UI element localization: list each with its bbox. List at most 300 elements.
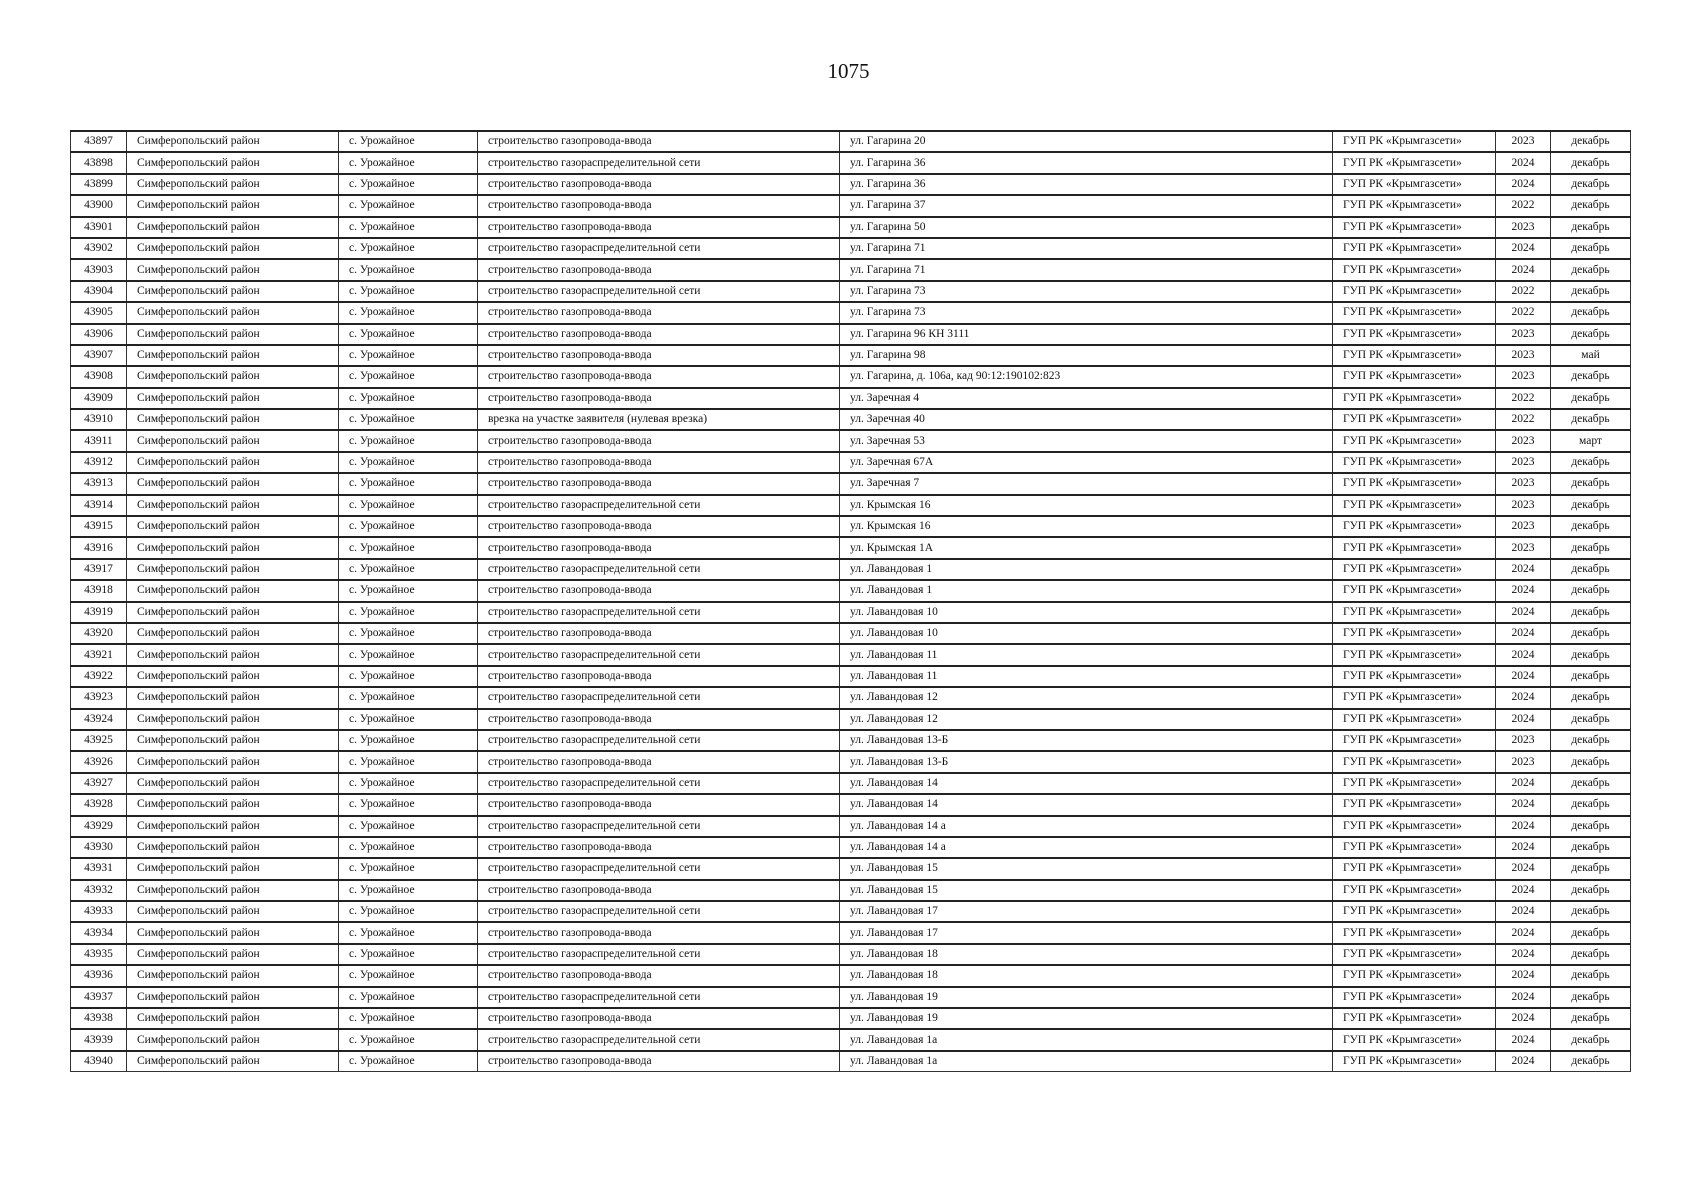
year-cell: 2023 (1496, 345, 1551, 366)
month-cell: декабрь (1551, 473, 1631, 494)
year-cell: 2024 (1496, 965, 1551, 986)
district-cell: Симферопольский район (127, 944, 339, 965)
settlement-cell: с. Урожайное (339, 366, 478, 387)
row-number: 43904 (71, 281, 127, 302)
address-cell: ул. Лавандовая 14 а (840, 837, 1333, 858)
year-cell: 2023 (1496, 324, 1551, 345)
year-cell: 2024 (1496, 709, 1551, 730)
row-number: 43906 (71, 324, 127, 345)
district-cell: Симферопольский район (127, 131, 339, 152)
table-row (71, 238, 1631, 259)
table-row (71, 773, 1631, 794)
year-cell: 2024 (1496, 773, 1551, 794)
row-number: 43928 (71, 794, 127, 815)
district-cell: Симферопольский район (127, 473, 339, 494)
district-cell: Симферопольский район (127, 302, 339, 323)
year-cell: 2023 (1496, 495, 1551, 516)
settlement-cell: с. Урожайное (339, 409, 478, 430)
district-cell: Симферопольский район (127, 1008, 339, 1029)
row-number: 43924 (71, 709, 127, 730)
address-cell: ул. Заречная 53 (840, 430, 1333, 451)
organization-cell: ГУП РК «Крымгазсети» (1333, 901, 1496, 922)
work-type-cell: строительство газораспределительной сети (478, 495, 840, 516)
address-cell: ул. Крымская 1А (840, 537, 1333, 558)
organization-cell: ГУП РК «Крымгазсети» (1333, 195, 1496, 216)
organization-cell: ГУП РК «Крымгазсети» (1333, 430, 1496, 451)
table-row (71, 302, 1631, 323)
district-cell: Симферопольский район (127, 259, 339, 280)
address-cell: ул. Крымская 16 (840, 495, 1333, 516)
address-cell: ул. Гагарина 98 (840, 345, 1333, 366)
work-type-cell: строительство газораспределительной сети (478, 687, 840, 708)
organization-cell: ГУП РК «Крымгазсети» (1333, 773, 1496, 794)
year-cell: 2024 (1496, 816, 1551, 837)
month-cell: декабрь (1551, 837, 1631, 858)
gasification-registry-table (70, 130, 1631, 1072)
row-number: 43897 (71, 131, 127, 152)
address-cell: ул. Гагарина 71 (840, 238, 1333, 259)
settlement-cell: с. Урожайное (339, 751, 478, 772)
row-number: 43933 (71, 901, 127, 922)
month-cell: декабрь (1551, 537, 1631, 558)
organization-cell: ГУП РК «Крымгазсети» (1333, 751, 1496, 772)
table-row (71, 666, 1631, 687)
month-cell: декабрь (1551, 987, 1631, 1008)
work-type-cell: строительство газопровода-ввода (478, 473, 840, 494)
settlement-cell: с. Урожайное (339, 602, 478, 623)
table-row (71, 816, 1631, 837)
address-cell: ул. Лавандовая 13-Б (840, 730, 1333, 751)
year-cell: 2024 (1496, 794, 1551, 815)
table-row (71, 965, 1631, 986)
row-number: 43898 (71, 152, 127, 173)
organization-cell: ГУП РК «Крымгазсети» (1333, 858, 1496, 879)
month-cell: декабрь (1551, 131, 1631, 152)
table-row (71, 195, 1631, 216)
year-cell: 2024 (1496, 174, 1551, 195)
organization-cell: ГУП РК «Крымгазсети» (1333, 1051, 1496, 1072)
month-cell: декабрь (1551, 965, 1631, 986)
row-number: 43932 (71, 880, 127, 901)
table-row (71, 709, 1631, 730)
work-type-cell: строительство газораспределительной сети (478, 644, 840, 665)
organization-cell: ГУП РК «Крымгазсети» (1333, 965, 1496, 986)
month-cell: декабрь (1551, 302, 1631, 323)
table-row (71, 623, 1631, 644)
month-cell: декабрь (1551, 238, 1631, 259)
work-type-cell: строительство газопровода-ввода (478, 880, 840, 901)
row-number: 43908 (71, 366, 127, 387)
table-row (71, 1051, 1631, 1072)
address-cell: ул. Гагарина, д. 106а, кад 90:12:190102:823 (840, 366, 1333, 387)
table-row (71, 452, 1631, 473)
work-type-cell: строительство газопровода-ввода (478, 195, 840, 216)
work-type-cell: строительство газопровода-ввода (478, 516, 840, 537)
table-row (71, 217, 1631, 238)
address-cell: ул. Заречная 40 (840, 409, 1333, 430)
year-cell: 2023 (1496, 730, 1551, 751)
year-cell: 2024 (1496, 922, 1551, 943)
district-cell: Симферопольский район (127, 987, 339, 1008)
work-type-cell: строительство газопровода-ввода (478, 1008, 840, 1029)
work-type-cell: строительство газопровода-ввода (478, 388, 840, 409)
settlement-cell: с. Урожайное (339, 1029, 478, 1050)
page-number: 1075 (827, 59, 870, 83)
work-type-cell: строительство газопровода-ввода (478, 324, 840, 345)
district-cell: Симферопольский район (127, 837, 339, 858)
month-cell: декабрь (1551, 644, 1631, 665)
address-cell: ул. Крымская 16 (840, 516, 1333, 537)
organization-cell: ГУП РК «Крымгазсети» (1333, 1008, 1496, 1029)
address-cell: ул. Гагарина 73 (840, 302, 1333, 323)
month-cell: май (1551, 345, 1631, 366)
organization-cell: ГУП РК «Крымгазсети» (1333, 345, 1496, 366)
year-cell: 2024 (1496, 602, 1551, 623)
row-number: 43934 (71, 922, 127, 943)
organization-cell: ГУП РК «Крымгазсети» (1333, 944, 1496, 965)
settlement-cell: с. Урожайное (339, 516, 478, 537)
settlement-cell: с. Урожайное (339, 816, 478, 837)
month-cell: декабрь (1551, 152, 1631, 173)
year-cell: 2023 (1496, 430, 1551, 451)
year-cell: 2024 (1496, 944, 1551, 965)
work-type-cell: строительство газопровода-ввода (478, 345, 840, 366)
year-cell: 2022 (1496, 302, 1551, 323)
table-row (71, 644, 1631, 665)
row-number: 43923 (71, 687, 127, 708)
row-number: 43901 (71, 217, 127, 238)
address-cell: ул. Гагарина 73 (840, 281, 1333, 302)
month-cell: декабрь (1551, 730, 1631, 751)
work-type-cell: строительство газопровода-ввода (478, 452, 840, 473)
work-type-cell: строительство газораспределительной сети (478, 816, 840, 837)
district-cell: Симферопольский район (127, 495, 339, 516)
year-cell: 2024 (1496, 1029, 1551, 1050)
address-cell: ул. Лавандовая 19 (840, 1008, 1333, 1029)
organization-cell: ГУП РК «Крымгазсети» (1333, 259, 1496, 280)
address-cell: ул. Гагарина 96 КН 3111 (840, 324, 1333, 345)
year-cell: 2024 (1496, 623, 1551, 644)
settlement-cell: с. Урожайное (339, 495, 478, 516)
settlement-cell: с. Урожайное (339, 559, 478, 580)
organization-cell: ГУП РК «Крымгазсети» (1333, 666, 1496, 687)
row-number: 43915 (71, 516, 127, 537)
month-cell: декабрь (1551, 281, 1631, 302)
district-cell: Симферопольский район (127, 195, 339, 216)
year-cell: 2023 (1496, 131, 1551, 152)
organization-cell: ГУП РК «Крымгазсети» (1333, 922, 1496, 943)
table-row (71, 987, 1631, 1008)
settlement-cell: с. Урожайное (339, 473, 478, 494)
month-cell: декабрь (1551, 944, 1631, 965)
row-number: 43918 (71, 580, 127, 601)
settlement-cell: с. Урожайное (339, 324, 478, 345)
row-number: 43902 (71, 238, 127, 259)
settlement-cell: с. Урожайное (339, 794, 478, 815)
address-cell: ул. Гагарина 36 (840, 152, 1333, 173)
address-cell: ул. Лавандовая 1 (840, 559, 1333, 580)
month-cell: декабрь (1551, 366, 1631, 387)
year-cell: 2023 (1496, 537, 1551, 558)
table-row (71, 880, 1631, 901)
work-type-cell: строительство газораспределительной сети (478, 152, 840, 173)
year-cell: 2023 (1496, 516, 1551, 537)
address-cell: ул. Гагарина 37 (840, 195, 1333, 216)
year-cell: 2023 (1496, 366, 1551, 387)
table-row (71, 473, 1631, 494)
row-number: 43899 (71, 174, 127, 195)
month-cell: декабрь (1551, 773, 1631, 794)
row-number: 43900 (71, 195, 127, 216)
organization-cell: ГУП РК «Крымгазсети» (1333, 217, 1496, 238)
settlement-cell: с. Урожайное (339, 302, 478, 323)
address-cell: ул. Лавандовая 12 (840, 709, 1333, 730)
address-cell: ул. Лавандовая 1а (840, 1029, 1333, 1050)
district-cell: Симферопольский район (127, 452, 339, 473)
year-cell: 2024 (1496, 666, 1551, 687)
month-cell: март (1551, 430, 1631, 451)
work-type-cell: строительство газопровода-ввода (478, 430, 840, 451)
address-cell: ул. Лавандовая 1 (840, 580, 1333, 601)
table-row (71, 580, 1631, 601)
table-row (71, 901, 1631, 922)
year-cell: 2024 (1496, 880, 1551, 901)
row-number: 43937 (71, 987, 127, 1008)
year-cell: 2024 (1496, 152, 1551, 173)
organization-cell: ГУП РК «Крымгазсети» (1333, 709, 1496, 730)
table-row (71, 281, 1631, 302)
district-cell: Симферопольский район (127, 687, 339, 708)
table-row (71, 858, 1631, 879)
settlement-cell: с. Урожайное (339, 1051, 478, 1072)
row-number: 43931 (71, 858, 127, 879)
work-type-cell: строительство газораспределительной сети (478, 773, 840, 794)
row-number: 43930 (71, 837, 127, 858)
district-cell: Симферопольский район (127, 537, 339, 558)
settlement-cell: с. Урожайное (339, 730, 478, 751)
work-type-cell: строительство газопровода-ввода (478, 794, 840, 815)
district-cell: Симферопольский район (127, 644, 339, 665)
organization-cell: ГУП РК «Крымгазсети» (1333, 580, 1496, 601)
address-cell: ул. Лавандовая 10 (840, 602, 1333, 623)
year-cell: 2023 (1496, 217, 1551, 238)
work-type-cell: строительство газораспределительной сети (478, 944, 840, 965)
district-cell: Симферопольский район (127, 602, 339, 623)
settlement-cell: с. Урожайное (339, 901, 478, 922)
settlement-cell: с. Урожайное (339, 259, 478, 280)
row-number: 43929 (71, 816, 127, 837)
organization-cell: ГУП РК «Крымгазсети» (1333, 324, 1496, 345)
month-cell: декабрь (1551, 709, 1631, 730)
district-cell: Симферопольский район (127, 794, 339, 815)
settlement-cell: с. Урожайное (339, 388, 478, 409)
work-type-cell: строительство газораспределительной сети (478, 602, 840, 623)
table-row (71, 152, 1631, 173)
address-cell: ул. Лавандовая 11 (840, 644, 1333, 665)
district-cell: Симферопольский район (127, 217, 339, 238)
row-number: 43905 (71, 302, 127, 323)
table-row (71, 837, 1631, 858)
month-cell: декабрь (1551, 623, 1631, 644)
year-cell: 2024 (1496, 238, 1551, 259)
table-row (71, 1008, 1631, 1029)
address-cell: ул. Лавандовая 19 (840, 987, 1333, 1008)
work-type-cell: строительство газопровода-ввода (478, 666, 840, 687)
address-cell: ул. Лавандовая 1а (840, 1051, 1333, 1072)
month-cell: декабрь (1551, 602, 1631, 623)
address-cell: ул. Лавандовая 18 (840, 944, 1333, 965)
organization-cell: ГУП РК «Крымгазсети» (1333, 794, 1496, 815)
work-type-cell: строительство газопровода-ввода (478, 1051, 840, 1072)
district-cell: Симферопольский район (127, 430, 339, 451)
settlement-cell: с. Урожайное (339, 858, 478, 879)
settlement-cell: с. Урожайное (339, 709, 478, 730)
settlement-cell: с. Урожайное (339, 345, 478, 366)
table-row (71, 259, 1631, 280)
month-cell: декабрь (1551, 687, 1631, 708)
settlement-cell: с. Урожайное (339, 623, 478, 644)
year-cell: 2024 (1496, 858, 1551, 879)
organization-cell: ГУП РК «Крымгазсети» (1333, 987, 1496, 1008)
year-cell: 2024 (1496, 1051, 1551, 1072)
address-cell: ул. Лавандовая 14 (840, 794, 1333, 815)
organization-cell: ГУП РК «Крымгазсети» (1333, 238, 1496, 259)
address-cell: ул. Лавандовая 14 (840, 773, 1333, 794)
row-number: 43913 (71, 473, 127, 494)
work-type-cell: строительство газопровода-ввода (478, 259, 840, 280)
address-cell: ул. Лавандовая 14 а (840, 816, 1333, 837)
district-cell: Симферопольский район (127, 1051, 339, 1072)
organization-cell: ГУП РК «Крымгазсети» (1333, 388, 1496, 409)
table-row (71, 602, 1631, 623)
settlement-cell: с. Урожайное (339, 430, 478, 451)
work-type-cell: строительство газораспределительной сети (478, 858, 840, 879)
settlement-cell: с. Урожайное (339, 452, 478, 473)
district-cell: Симферопольский район (127, 174, 339, 195)
month-cell: декабрь (1551, 751, 1631, 772)
work-type-cell: строительство газопровода-ввода (478, 751, 840, 772)
month-cell: декабрь (1551, 409, 1631, 430)
table-row (71, 324, 1631, 345)
address-cell: ул. Гагарина 50 (840, 217, 1333, 238)
organization-cell: ГУП РК «Крымгазсети» (1333, 559, 1496, 580)
month-cell: декабрь (1551, 452, 1631, 473)
table-row (71, 430, 1631, 451)
table-row (71, 687, 1631, 708)
address-cell: ул. Заречная 67А (840, 452, 1333, 473)
district-cell: Симферопольский район (127, 388, 339, 409)
settlement-cell: с. Урожайное (339, 773, 478, 794)
district-cell: Симферопольский район (127, 281, 339, 302)
month-cell: декабрь (1551, 1008, 1631, 1029)
year-cell: 2022 (1496, 281, 1551, 302)
row-number: 43917 (71, 559, 127, 580)
district-cell: Симферопольский район (127, 922, 339, 943)
district-cell: Симферопольский район (127, 730, 339, 751)
work-type-cell: строительство газопровода-ввода (478, 366, 840, 387)
address-cell: ул. Гагарина 36 (840, 174, 1333, 195)
district-cell: Симферопольский район (127, 345, 339, 366)
work-type-cell: строительство газопровода-ввода (478, 131, 840, 152)
work-type-cell: строительство газопровода-ввода (478, 217, 840, 238)
row-number: 43916 (71, 537, 127, 558)
month-cell: декабрь (1551, 174, 1631, 195)
organization-cell: ГУП РК «Крымгазсети» (1333, 623, 1496, 644)
row-number: 43919 (71, 602, 127, 623)
organization-cell: ГУП РК «Крымгазсети» (1333, 473, 1496, 494)
work-type-cell: строительство газораспределительной сети (478, 1029, 840, 1050)
district-cell: Симферопольский район (127, 516, 339, 537)
work-type-cell: врезка на участке заявителя (нулевая врезка) (478, 409, 840, 430)
year-cell: 2023 (1496, 473, 1551, 494)
month-cell: декабрь (1551, 858, 1631, 879)
table-row (71, 516, 1631, 537)
year-cell: 2024 (1496, 687, 1551, 708)
row-number: 43907 (71, 345, 127, 366)
year-cell: 2024 (1496, 559, 1551, 580)
settlement-cell: с. Урожайное (339, 131, 478, 152)
year-cell: 2022 (1496, 409, 1551, 430)
month-cell: декабрь (1551, 901, 1631, 922)
address-cell: ул. Лавандовая 10 (840, 623, 1333, 644)
table-row (71, 944, 1631, 965)
table-row (71, 751, 1631, 772)
organization-cell: ГУП РК «Крымгазсети» (1333, 687, 1496, 708)
work-type-cell: строительство газопровода-ввода (478, 623, 840, 644)
organization-cell: ГУП РК «Крымгазсети» (1333, 730, 1496, 751)
month-cell: декабрь (1551, 388, 1631, 409)
year-cell: 2024 (1496, 901, 1551, 922)
work-type-cell: строительство газопровода-ввода (478, 709, 840, 730)
address-cell: ул. Лавандовая 12 (840, 687, 1333, 708)
district-cell: Симферопольский район (127, 623, 339, 644)
organization-cell: ГУП РК «Крымгазсети» (1333, 537, 1496, 558)
month-cell: декабрь (1551, 259, 1631, 280)
row-number: 43940 (71, 1051, 127, 1072)
district-cell: Симферопольский район (127, 816, 339, 837)
address-cell: ул. Лавандовая 11 (840, 666, 1333, 687)
month-cell: декабрь (1551, 559, 1631, 580)
table-row (71, 922, 1631, 943)
district-cell: Симферопольский район (127, 152, 339, 173)
district-cell: Симферопольский район (127, 666, 339, 687)
address-cell: ул. Лавандовая 13-Б (840, 751, 1333, 772)
table-row (71, 409, 1631, 430)
address-cell: ул. Лавандовая 18 (840, 965, 1333, 986)
district-cell: Симферопольский район (127, 901, 339, 922)
organization-cell: ГУП РК «Крымгазсети» (1333, 516, 1496, 537)
organization-cell: ГУП РК «Крымгазсети» (1333, 602, 1496, 623)
settlement-cell: с. Урожайное (339, 238, 478, 259)
row-number: 43936 (71, 965, 127, 986)
district-cell: Симферопольский район (127, 1029, 339, 1050)
organization-cell: ГУП РК «Крымгазсети» (1333, 152, 1496, 173)
month-cell: декабрь (1551, 516, 1631, 537)
work-type-cell: строительство газораспределительной сети (478, 987, 840, 1008)
settlement-cell: с. Урожайное (339, 944, 478, 965)
settlement-cell: с. Урожайное (339, 687, 478, 708)
settlement-cell: с. Урожайное (339, 987, 478, 1008)
table-row (71, 1029, 1631, 1050)
settlement-cell: с. Урожайное (339, 195, 478, 216)
address-cell: ул. Лавандовая 17 (840, 901, 1333, 922)
row-number: 43910 (71, 409, 127, 430)
district-cell: Симферопольский район (127, 773, 339, 794)
row-number: 43920 (71, 623, 127, 644)
work-type-cell: строительство газопровода-ввода (478, 580, 840, 601)
district-cell: Симферопольский район (127, 709, 339, 730)
work-type-cell: строительство газораспределительной сети (478, 281, 840, 302)
